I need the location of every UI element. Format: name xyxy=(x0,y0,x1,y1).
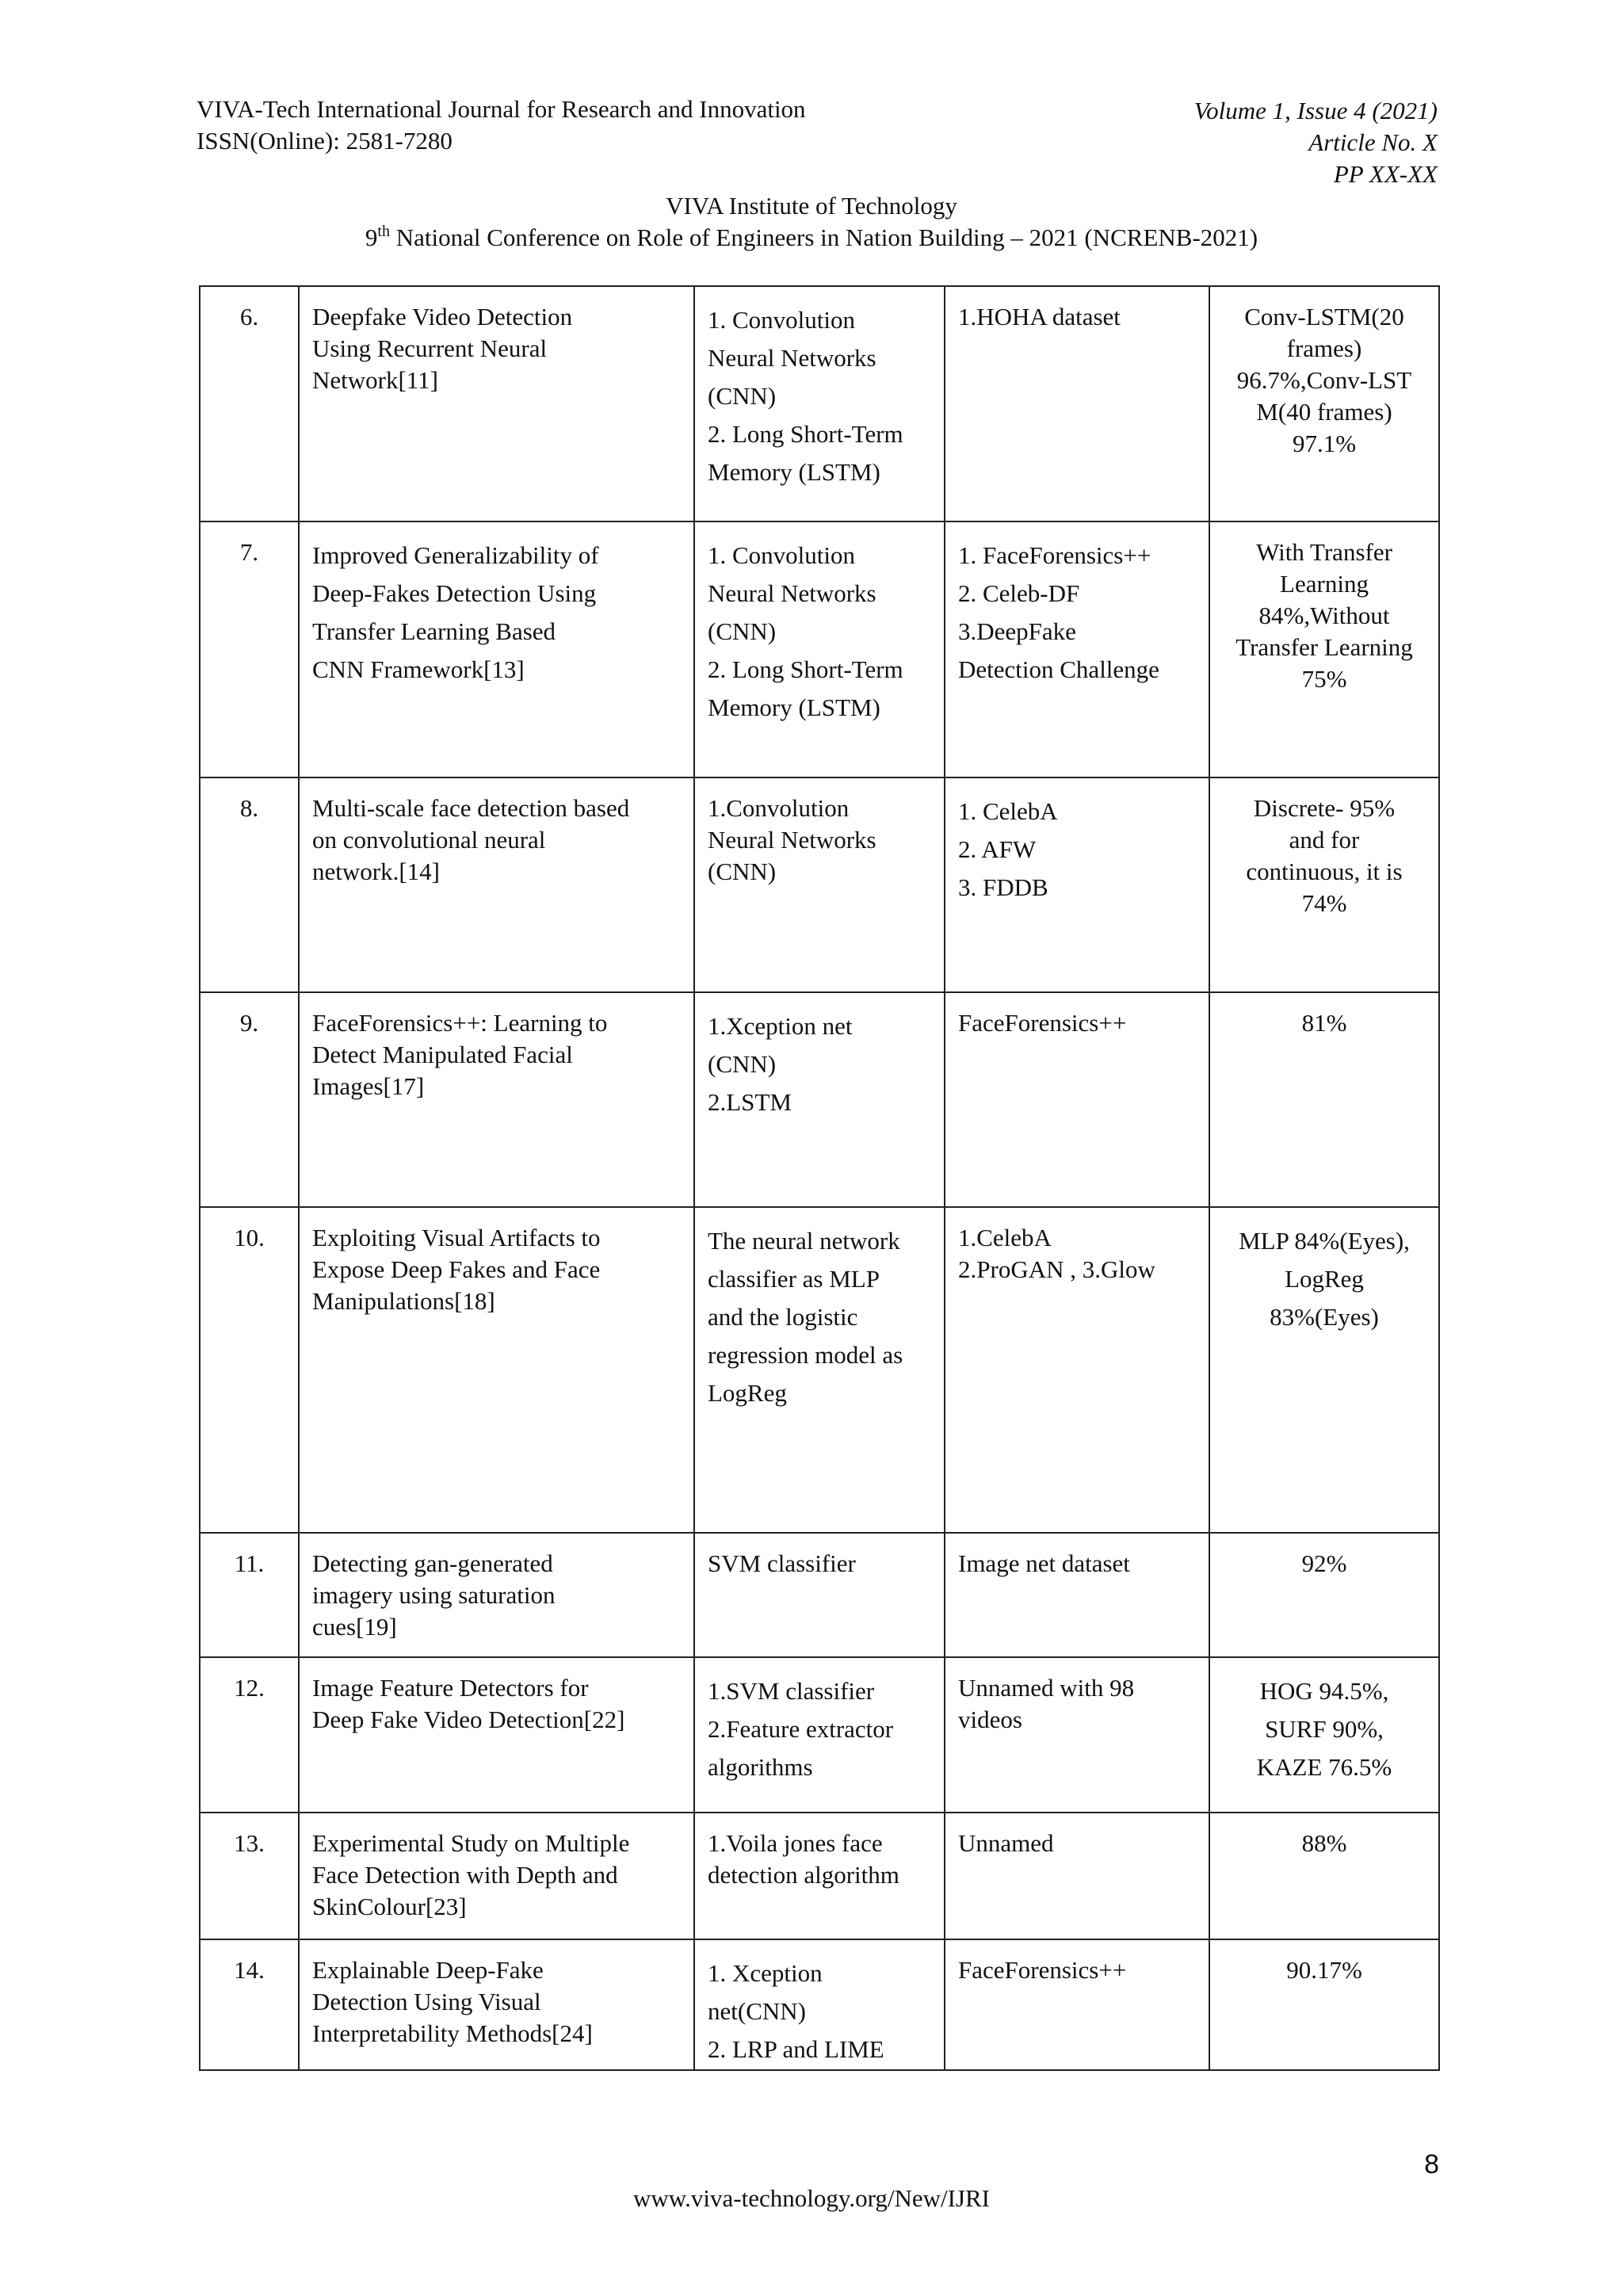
row-number: 6. xyxy=(239,303,259,330)
row-number-cell xyxy=(200,286,299,521)
dataset-line: videos xyxy=(958,1706,1022,1733)
paper-title-line: cues[19] xyxy=(312,1613,397,1641)
paper-title-line: Face Detection with Depth and xyxy=(312,1861,618,1889)
method-line: 2.LSTM xyxy=(708,1088,792,1116)
result-line: 88% xyxy=(1301,1829,1347,1857)
method-cell xyxy=(694,1939,945,2070)
method-line: LogReg xyxy=(708,1379,787,1407)
dataset-cell xyxy=(945,1813,1209,1939)
table-body xyxy=(200,286,1439,2070)
method-line: 1.SVM classifier xyxy=(708,1677,875,1705)
method-line: Memory (LSTM) xyxy=(708,693,880,721)
dataset-line: 3. FDDB xyxy=(958,873,1048,901)
result-cell xyxy=(1209,1813,1439,1939)
method-line: Neural Networks xyxy=(708,579,876,607)
article-number: Article No. X xyxy=(1308,128,1438,156)
paper-title-line: Exploiting Visual Artifacts to xyxy=(312,1224,601,1251)
method-line: 1. Convolution xyxy=(708,306,856,334)
method-line: 1.Voila jones face xyxy=(708,1829,883,1857)
row-number-cell xyxy=(200,1939,299,2070)
result-cell xyxy=(1209,521,1439,777)
row-number-cell xyxy=(200,992,299,1207)
paper-title-line: Network[11] xyxy=(312,366,438,394)
dataset-line: 2. Celeb-DF xyxy=(958,579,1080,607)
title-cell xyxy=(299,1939,694,2070)
paper-title-line: Deepfake Video Detection xyxy=(312,303,573,330)
paper-title-line: Using Recurrent Neural xyxy=(312,334,548,362)
method-line: Neural Networks xyxy=(708,344,876,372)
result-line: frames) xyxy=(1286,334,1362,362)
dataset-cell xyxy=(945,1207,1209,1533)
result-line: 90.17% xyxy=(1286,1956,1362,1984)
result-cell xyxy=(1209,777,1439,992)
page-range: PP XX-XX xyxy=(1333,160,1438,188)
paper-title-line: Manipulations[18] xyxy=(312,1287,495,1315)
table-row xyxy=(200,521,1439,777)
journal-name: VIVA-Tech International Journal for Research and Innovation xyxy=(197,95,806,123)
paper-title-line: on convolutional neural xyxy=(312,826,546,854)
result-line: 81% xyxy=(1301,1009,1347,1037)
method-cell xyxy=(694,1813,945,1939)
conference-name xyxy=(0,222,1623,254)
paper-title-line: Improved Generalizability of xyxy=(312,541,599,569)
method-line: The neural network xyxy=(708,1227,900,1255)
result-line: 75% xyxy=(1301,665,1347,693)
method-line: 1.Xception net xyxy=(708,1012,853,1040)
title-cell xyxy=(299,1813,694,1939)
paper-title-line: Multi-scale face detection based xyxy=(312,794,630,822)
row-number: 9. xyxy=(239,1009,259,1037)
title-cell xyxy=(299,1533,694,1657)
dataset-line: 2. AFW xyxy=(958,835,1037,863)
row-number: 7. xyxy=(239,538,259,566)
paper-title-line: Images[17] xyxy=(312,1072,425,1100)
result-line: Conv-LSTM(20 xyxy=(1244,303,1404,330)
paper-title-line: Experimental Study on Multiple xyxy=(312,1829,630,1857)
title-cell xyxy=(299,777,694,992)
title-cell xyxy=(299,992,694,1207)
paper-title-line: Detection Using Visual xyxy=(312,1988,541,2015)
literature-review-table xyxy=(199,285,1440,2071)
result-line: Transfer Learning xyxy=(1235,633,1413,661)
result-cell xyxy=(1209,286,1439,521)
conference-header xyxy=(0,190,1623,254)
dataset-line: FaceForensics++ xyxy=(958,1009,1127,1037)
dataset-cell xyxy=(945,777,1209,992)
paper-title-line: imagery using saturation xyxy=(312,1581,556,1609)
dataset-cell xyxy=(945,286,1209,521)
method-line: regression model as xyxy=(708,1341,903,1369)
result-line: 84%,Without xyxy=(1258,602,1390,629)
paper-title-line: network.[14] xyxy=(312,858,440,885)
result-line: continuous, it is xyxy=(1246,858,1403,885)
method-cell xyxy=(694,521,945,777)
paper-title-line: Explainable Deep-Fake xyxy=(312,1956,544,1984)
method-cell xyxy=(694,286,945,521)
row-number-cell xyxy=(200,1207,299,1533)
title-cell xyxy=(299,1657,694,1813)
row-number-cell xyxy=(200,1813,299,1939)
row-number: 13. xyxy=(234,1829,265,1857)
table-row xyxy=(200,992,1439,1207)
title-cell xyxy=(299,286,694,521)
result-line: 74% xyxy=(1301,889,1347,917)
result-line: 97.1% xyxy=(1292,430,1357,457)
dataset-line: 2.ProGAN , 3.Glow xyxy=(958,1255,1155,1283)
dataset-line: 1. FaceForensics++ xyxy=(958,541,1151,569)
row-number: 14. xyxy=(234,1956,265,1984)
row-number: 12. xyxy=(234,1674,265,1702)
dataset-line: Detection Challenge xyxy=(958,655,1159,683)
dataset-line: 1. CelebA xyxy=(958,797,1058,825)
table-row xyxy=(200,1939,1439,2070)
method-line: 2. Long Short-Term xyxy=(708,420,903,448)
result-line: 83%(Eyes) xyxy=(1270,1303,1379,1331)
dataset-line: Unnamed xyxy=(958,1829,1054,1857)
method-line: (CNN) xyxy=(708,382,777,410)
paper-title-line: CNN Framework[13] xyxy=(312,655,525,683)
result-line: 92% xyxy=(1301,1549,1347,1577)
row-number: 10. xyxy=(234,1224,265,1251)
method-line: 2. LRP and LIME xyxy=(708,2035,884,2063)
footer-url: www.viva-technology.org/New/IJRI xyxy=(633,2184,990,2212)
dataset-cell xyxy=(945,1939,1209,2070)
result-cell xyxy=(1209,1533,1439,1657)
dataset-cell xyxy=(945,521,1209,777)
method-line: 1. Convolution xyxy=(708,541,856,569)
paper-title-line: Detecting gan-generated xyxy=(312,1549,553,1577)
method-line: (CNN) xyxy=(708,617,777,645)
result-line: MLP 84%(Eyes), xyxy=(1239,1227,1410,1255)
method-cell xyxy=(694,1657,945,1813)
result-line: LogReg xyxy=(1285,1265,1364,1293)
dataset-cell xyxy=(945,992,1209,1207)
result-line: 96.7%,Conv-LST xyxy=(1236,366,1412,394)
method-line: Neural Networks xyxy=(708,826,876,854)
issn: ISSN(Online): 2581-7280 xyxy=(197,127,453,155)
row-number-cell xyxy=(200,521,299,777)
method-cell xyxy=(694,1207,945,1533)
method-line: Memory (LSTM) xyxy=(708,458,880,486)
title-cell xyxy=(299,521,694,777)
table-row xyxy=(200,1657,1439,1813)
row-number: 11. xyxy=(234,1549,265,1577)
result-line: M(40 frames) xyxy=(1256,398,1392,426)
institute-name: VIVA Institute of Technology xyxy=(666,192,957,220)
method-line: 1.Convolution xyxy=(708,794,850,822)
paper-title-line: Image Feature Detectors for xyxy=(312,1674,589,1702)
result-line: and for xyxy=(1289,826,1360,854)
row-number-cell xyxy=(200,777,299,992)
dataset-line: 1.CelebA xyxy=(958,1224,1052,1251)
method-line: (CNN) xyxy=(708,858,777,885)
paper-title-line: Deep-Fakes Detection Using xyxy=(312,579,597,607)
conference-ordinal: 9 xyxy=(365,223,378,251)
table-row xyxy=(200,286,1439,521)
dataset-line: Image net dataset xyxy=(958,1549,1130,1577)
result-cell xyxy=(1209,1939,1439,2070)
dataset-line: 3.DeepFake xyxy=(958,617,1076,645)
dataset-line: 1.HOHA dataset xyxy=(958,303,1121,330)
table-row xyxy=(200,1533,1439,1657)
result-line: SURF 90%, xyxy=(1265,1715,1384,1743)
result-line: Learning xyxy=(1280,570,1369,598)
paper-title-line: Expose Deep Fakes and Face xyxy=(312,1255,601,1283)
table-row xyxy=(200,1207,1439,1533)
title-cell xyxy=(299,1207,694,1533)
result-cell xyxy=(1209,992,1439,1207)
method-cell xyxy=(694,1533,945,1657)
paper-title-line: Transfer Learning Based xyxy=(312,617,556,645)
conference-title: National Conference on Role of Engineers in Nation Building – 2021 (NCRENB-2021) xyxy=(389,223,1258,251)
method-line: 2.Feature extractor xyxy=(708,1715,894,1743)
method-line: net(CNN) xyxy=(708,1997,806,2025)
result-line: KAZE 76.5% xyxy=(1256,1753,1392,1781)
method-cell xyxy=(694,992,945,1207)
paper-title-line: SkinColour[23] xyxy=(312,1893,467,1920)
method-line: and the logistic xyxy=(708,1303,858,1331)
table-row xyxy=(200,777,1439,992)
method-line: classifier as MLP xyxy=(708,1265,880,1293)
dataset-line: FaceForensics++ xyxy=(958,1956,1127,1984)
table-row xyxy=(200,1813,1439,1939)
running-header-right xyxy=(1194,95,1438,190)
result-cell xyxy=(1209,1657,1439,1813)
row-number: 8. xyxy=(239,794,259,822)
dataset-line: Unnamed with 98 xyxy=(958,1674,1135,1702)
paper-title-line: Detect Manipulated Facial xyxy=(312,1041,573,1068)
paper-title-line: FaceForensics++: Learning to xyxy=(312,1009,608,1037)
paper-title-line: Interpretability Methods[24] xyxy=(312,2019,593,2047)
result-line: With Transfer xyxy=(1256,538,1392,566)
page-number: 8 xyxy=(1424,2149,1439,2179)
volume-issue: Volume 1, Issue 4 (2021) xyxy=(1193,97,1438,124)
method-cell xyxy=(694,777,945,992)
method-line: 2. Long Short-Term xyxy=(708,655,903,683)
method-line: 1. Xception xyxy=(708,1959,823,1987)
dataset-cell xyxy=(945,1657,1209,1813)
paper-title-line: Deep Fake Video Detection[22] xyxy=(312,1706,625,1733)
result-line: HOG 94.5%, xyxy=(1259,1677,1389,1705)
conference-ordinal-suffix: th xyxy=(377,223,390,240)
dataset-cell xyxy=(945,1533,1209,1657)
running-header-left xyxy=(197,94,806,157)
result-cell xyxy=(1209,1207,1439,1533)
method-line: (CNN) xyxy=(708,1050,777,1078)
method-line: detection algorithm xyxy=(708,1861,899,1889)
method-line: SVM classifier xyxy=(708,1549,856,1577)
row-number-cell xyxy=(200,1533,299,1657)
result-line: Discrete- 95% xyxy=(1253,794,1396,822)
row-number-cell xyxy=(200,1657,299,1813)
method-line: algorithms xyxy=(708,1753,813,1781)
